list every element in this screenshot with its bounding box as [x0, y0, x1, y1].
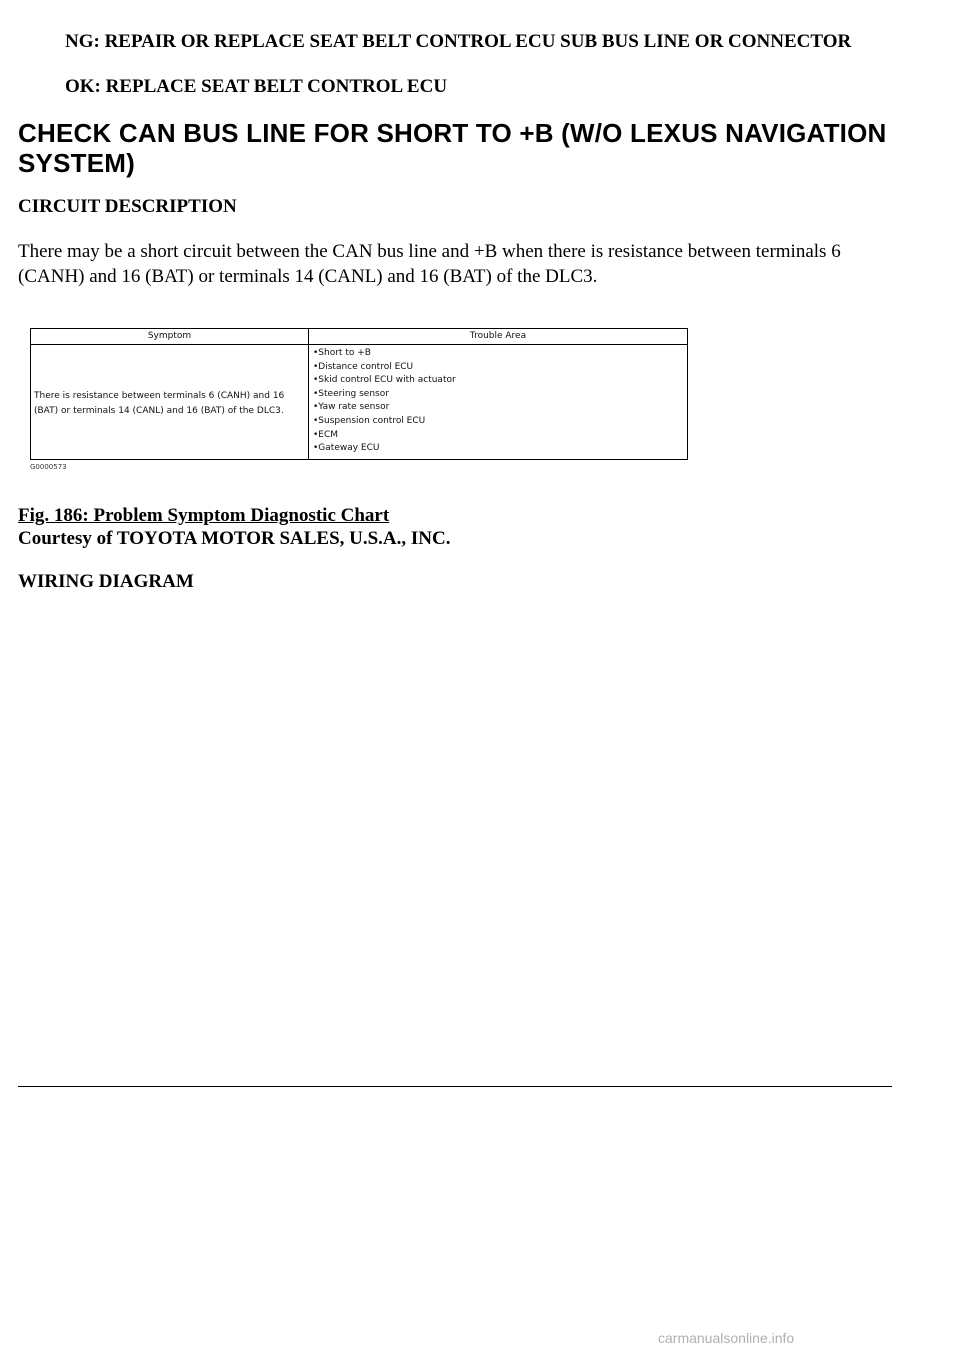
trouble-area-item: •Skid control ECU with actuator [313, 375, 456, 386]
watermark: carmanualsonline.info [658, 1330, 795, 1346]
figure-code: G0000573 [30, 463, 67, 471]
table-header-trouble-area: Trouble Area [469, 331, 527, 341]
circuit-description-heading: CIRCUIT DESCRIPTION [18, 196, 237, 217]
trouble-area-list [313, 347, 456, 456]
table-header-symptom: Symptom [147, 331, 192, 341]
trouble-area-item: •Distance control ECU [313, 361, 414, 372]
trouble-area-item: •Short to +B [313, 348, 371, 358]
table-header-divider [31, 344, 687, 345]
trouble-area-item: •Suspension control ECU [313, 415, 426, 426]
trouble-area-item: •ECM [313, 429, 339, 440]
figure-courtesy: Courtesy of TOYOTA MOTOR SALES, U.S.A., INC. [18, 528, 451, 549]
ng-result-line: NG: REPAIR OR REPLACE SEAT BELT CONTROL ECU SUB BUS LINE OR CONNECTOR [65, 31, 852, 52]
circuit-description-text: There may be a short circuit between the CAN bus line and +B when there is resistance between terminals 6 (CANH) and 16 (BAT) or terminals 14 (CANL) and 16 (BAT) of the DLC3. [18, 241, 841, 287]
trouble-area-item: •Gateway ECU [313, 443, 380, 454]
trouble-area-item: •Yaw rate sensor [313, 402, 390, 413]
trouble-area-item: •Steering sensor [313, 388, 389, 399]
wiring-diagram-heading: WIRING DIAGRAM [18, 571, 194, 592]
table-column-divider [308, 329, 309, 459]
ok-result-line: OK: REPLACE SEAT BELT CONTROL ECU [65, 76, 448, 97]
symptom-cell: There is resistance between terminals 6 (CANH) and 16 (BAT) or terminals 14 (CANL) and 16 (BAT) of the DLC3. [34, 391, 285, 416]
section-heading: CHECK CAN BUS LINE FOR SHORT TO +B (W/O LEXUS NAVIGATION SYSTEM) [18, 118, 887, 178]
footer-divider [18, 1086, 892, 1087]
figure-caption-link[interactable]: Fig. 186: Problem Symptom Diagnostic Chart [18, 505, 390, 526]
problem-symptom-table [30, 328, 688, 460]
